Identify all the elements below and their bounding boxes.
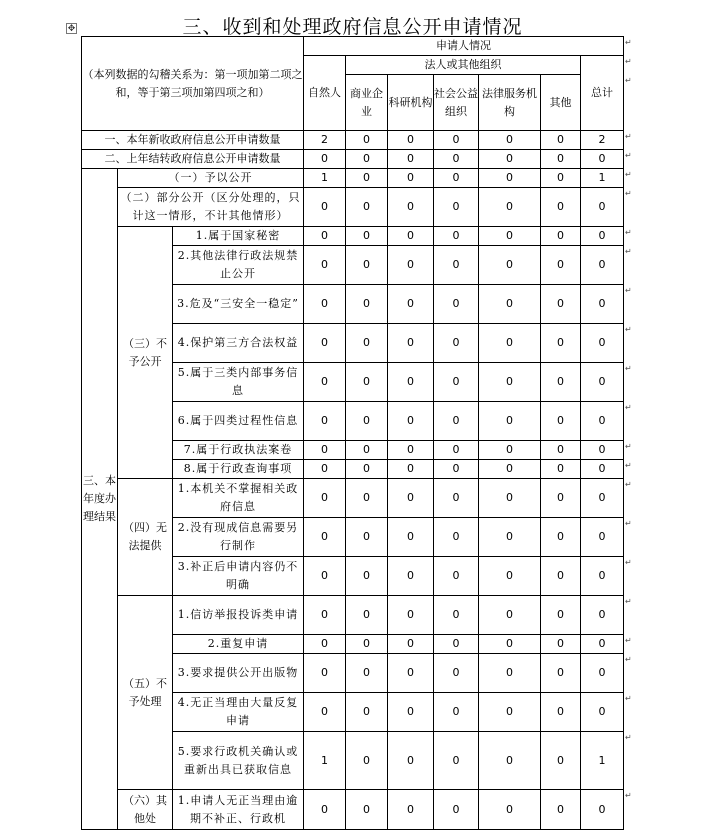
table-row <box>82 169 624 188</box>
paragraph-mark-icon: ↵ <box>625 57 632 66</box>
value-cell: 0 <box>388 557 434 596</box>
value-cell: 0 <box>388 324 434 363</box>
value-cell: 0 <box>304 479 346 518</box>
value-cell: 0 <box>581 227 624 246</box>
value-cell: 0 <box>346 402 388 441</box>
value-cell: 0 <box>434 363 479 402</box>
paragraph-mark-icon: ↵ <box>625 558 632 567</box>
reason-label: 5.要求行政机关确认或重新出具已获取信息 <box>173 732 304 790</box>
col-other: 其他 <box>541 75 581 131</box>
paragraph-mark-icon: ↵ <box>625 442 632 451</box>
value-cell: 1 <box>581 169 624 188</box>
value-cell: 0 <box>479 227 541 246</box>
value-cell: 0 <box>388 479 434 518</box>
reason-label: 3.危及“三安全一稳定” <box>173 285 304 324</box>
value-cell: 0 <box>434 635 479 654</box>
col-research: 科研机构 <box>388 75 434 131</box>
value-cell: 0 <box>304 518 346 557</box>
value-cell: 0 <box>581 693 624 732</box>
value-cell: 0 <box>581 188 624 227</box>
value-cell: 0 <box>581 596 624 635</box>
value-cell: 0 <box>581 479 624 518</box>
value-cell: 2 <box>304 131 346 150</box>
reason-label: 1.属于国家秘密 <box>173 227 304 246</box>
table-row <box>82 150 624 169</box>
value-cell: 0 <box>479 654 541 693</box>
col-total: 总计 <box>581 56 624 131</box>
value-cell: 0 <box>304 635 346 654</box>
value-cell: 0 <box>479 790 541 830</box>
value-cell: 0 <box>581 402 624 441</box>
reason-label: 2.重复申请 <box>173 635 304 654</box>
value-cell: 0 <box>434 479 479 518</box>
applicant-info-header: 申请人情况 <box>304 37 624 56</box>
value-cell: 0 <box>388 790 434 830</box>
reason-label: 4.无正当理由大量反复申请 <box>173 693 304 732</box>
value-cell: 0 <box>434 693 479 732</box>
reason-label: 3.要求提供公开出版物 <box>173 654 304 693</box>
value-cell: 0 <box>304 654 346 693</box>
paragraph-mark-icon: ↵ <box>625 247 632 256</box>
value-cell: 0 <box>304 363 346 402</box>
value-cell: 0 <box>346 654 388 693</box>
value-cell: 0 <box>434 188 479 227</box>
paragraph-mark-icon: ↵ <box>625 733 632 742</box>
reason-label: 4.保护第三方合法权益 <box>173 324 304 363</box>
value-cell: 0 <box>346 479 388 518</box>
value-cell: 0 <box>434 131 479 150</box>
value-cell: 0 <box>388 246 434 285</box>
value-cell: 0 <box>479 169 541 188</box>
value-cell: 0 <box>479 596 541 635</box>
value-cell: 0 <box>581 654 624 693</box>
reason-label: 6.属于四类过程性信息 <box>173 402 304 441</box>
not-processed-group-label: （五）不予处理 <box>118 596 173 790</box>
value-cell: 0 <box>541 518 581 557</box>
value-cell: 0 <box>346 518 388 557</box>
value-cell: 0 <box>479 131 541 150</box>
value-cell: 0 <box>304 285 346 324</box>
reason-label: 2.没有现成信息需要另行制作 <box>173 518 304 557</box>
reason-label: 7.属于行政执法案卷 <box>173 441 304 460</box>
table-row <box>82 227 624 246</box>
value-cell: 0 <box>581 790 624 830</box>
value-cell: 0 <box>346 246 388 285</box>
value-cell: 0 <box>388 169 434 188</box>
reason-label: 1.信访举报投诉类申请 <box>173 596 304 635</box>
value-cell: 0 <box>346 131 388 150</box>
value-cell: 0 <box>434 227 479 246</box>
paragraph-mark-icon: ↵ <box>625 655 632 664</box>
value-cell: 0 <box>581 460 624 479</box>
value-cell: 0 <box>388 460 434 479</box>
value-cell: 0 <box>346 693 388 732</box>
value-cell: 0 <box>346 227 388 246</box>
value-cell: 0 <box>388 441 434 460</box>
paragraph-mark-icon: ↵ <box>625 286 632 295</box>
value-cell: 0 <box>581 635 624 654</box>
value-cell: 0 <box>581 518 624 557</box>
value-cell: 0 <box>346 732 388 790</box>
legal-org-header: 法人或其他组织 <box>346 56 581 75</box>
value-cell: 0 <box>541 324 581 363</box>
value-cell: 0 <box>581 150 624 169</box>
paragraph-mark-icon: ↵ <box>625 325 632 334</box>
reason-label: 5.属于三类内部事务信息 <box>173 363 304 402</box>
value-cell: 0 <box>581 557 624 596</box>
paragraph-mark-icon: ↵ <box>625 519 632 528</box>
paragraph-mark-icon: ↵ <box>625 76 632 85</box>
value-cell: 0 <box>304 227 346 246</box>
reason-label: 2.其他法律行政法规禁止公开 <box>173 246 304 285</box>
value-cell: 0 <box>541 246 581 285</box>
value-cell: 0 <box>388 654 434 693</box>
value-cell: 0 <box>346 790 388 830</box>
value-cell: 0 <box>388 635 434 654</box>
paragraph-mark-icon: ↵ <box>625 480 632 489</box>
table-row <box>82 188 624 227</box>
table-move-handle-icon[interactable]: ✥ <box>67 24 76 34</box>
value-cell: 0 <box>581 285 624 324</box>
col-public-welfare: 社会公益组织 <box>434 75 479 131</box>
other-processing-group-label: （六）其他处 <box>118 790 173 830</box>
paragraph-mark-icon: ↵ <box>625 132 632 141</box>
value-cell: 0 <box>304 188 346 227</box>
carried-over-label: 二、上年结转政府信息公开申请数量 <box>82 150 304 169</box>
value-cell: 0 <box>346 596 388 635</box>
value-cell: 0 <box>479 324 541 363</box>
value-cell: 0 <box>581 363 624 402</box>
header-row <box>82 37 624 56</box>
value-cell: 0 <box>541 596 581 635</box>
reason-label: 8.属于行政查询事项 <box>173 460 304 479</box>
value-cell: 0 <box>479 460 541 479</box>
value-cell: 0 <box>388 363 434 402</box>
paragraph-mark-icon: ↵ <box>625 694 632 703</box>
value-cell: 0 <box>541 169 581 188</box>
value-cell: 0 <box>434 150 479 169</box>
value-cell: 0 <box>541 188 581 227</box>
value-cell: 0 <box>479 402 541 441</box>
reason-label: 3.补正后申请内容仍不明确 <box>173 557 304 596</box>
value-cell: 0 <box>346 150 388 169</box>
value-cell: 0 <box>304 441 346 460</box>
value-cell: 0 <box>434 596 479 635</box>
value-cell: 0 <box>479 150 541 169</box>
reason-label: 1.申请人无正当理由逾期不补正、行政机 <box>173 790 304 830</box>
value-cell: 0 <box>541 693 581 732</box>
paragraph-mark-icon: ↵ <box>625 791 632 800</box>
reason-label: 1.本机关不掌握相关政府信息 <box>173 479 304 518</box>
paragraph-mark-icon: ↵ <box>625 38 632 47</box>
value-cell: 0 <box>304 246 346 285</box>
section-three-label: 三、本年度办理结果 <box>82 169 118 830</box>
value-cell: 0 <box>479 732 541 790</box>
paragraph-mark-icon: ↵ <box>625 597 632 606</box>
value-cell: 0 <box>346 363 388 402</box>
value-cell: 0 <box>434 441 479 460</box>
paragraph-mark-icon: ↵ <box>625 364 632 373</box>
value-cell: 0 <box>434 654 479 693</box>
value-cell: 0 <box>304 596 346 635</box>
value-cell: 0 <box>479 518 541 557</box>
cannot-provide-group-label: （四）无法提供 <box>118 479 173 596</box>
value-cell: 0 <box>581 246 624 285</box>
value-cell: 0 <box>434 557 479 596</box>
value-cell: 0 <box>346 285 388 324</box>
value-cell: 0 <box>434 324 479 363</box>
value-cell: 0 <box>541 227 581 246</box>
value-cell: 0 <box>434 790 479 830</box>
partially-disclosed-label: （二）部分公开（区分处理的，只计这一情形，不计其他情形） <box>118 188 304 227</box>
value-cell: 0 <box>388 596 434 635</box>
value-cell: 0 <box>434 732 479 790</box>
value-cell: 0 <box>346 169 388 188</box>
page-title: 三、收到和处理政府信息公开申请情况 <box>182 16 523 38</box>
col-business: 商业企业 <box>346 75 388 131</box>
not-disclosed-group-label: （三）不予公开 <box>118 227 173 479</box>
value-cell: 0 <box>388 131 434 150</box>
paragraph-mark-icon: ↵ <box>625 151 632 160</box>
value-cell: 0 <box>304 324 346 363</box>
value-cell: 0 <box>388 518 434 557</box>
value-cell: 0 <box>541 732 581 790</box>
value-cell: 0 <box>541 654 581 693</box>
value-cell: 0 <box>581 441 624 460</box>
value-cell: 2 <box>581 131 624 150</box>
value-cell: 0 <box>541 557 581 596</box>
value-cell: 0 <box>304 460 346 479</box>
value-cell: 0 <box>479 363 541 402</box>
value-cell: 0 <box>479 441 541 460</box>
value-cell: 0 <box>434 169 479 188</box>
value-cell: 0 <box>541 460 581 479</box>
value-cell: 0 <box>346 460 388 479</box>
value-cell: 0 <box>346 635 388 654</box>
value-cell: 0 <box>346 557 388 596</box>
value-cell: 0 <box>388 732 434 790</box>
value-cell: 0 <box>346 188 388 227</box>
value-cell: 0 <box>388 693 434 732</box>
value-cell: 0 <box>388 188 434 227</box>
header-note-cell: （本列数据的勾稽关系为：第一项加第二项之和，等于第三项加第四项之和） <box>82 37 304 131</box>
value-cell: 0 <box>541 402 581 441</box>
value-cell: 0 <box>434 518 479 557</box>
table-row <box>82 131 624 150</box>
value-cell: 0 <box>479 557 541 596</box>
value-cell: 0 <box>304 693 346 732</box>
value-cell: 0 <box>388 150 434 169</box>
value-cell: 0 <box>479 285 541 324</box>
value-cell: 0 <box>541 479 581 518</box>
value-cell: 0 <box>388 227 434 246</box>
col-natural-person: 自然人 <box>304 56 346 131</box>
value-cell: 0 <box>541 635 581 654</box>
table-row <box>82 596 624 635</box>
value-cell: 0 <box>541 441 581 460</box>
value-cell: 0 <box>434 285 479 324</box>
value-cell: 0 <box>541 363 581 402</box>
value-cell: 0 <box>479 246 541 285</box>
paragraph-mark-icon: ↵ <box>625 189 632 198</box>
applications-table <box>81 36 624 830</box>
table-row <box>82 790 624 830</box>
value-cell: 0 <box>581 324 624 363</box>
value-cell: 0 <box>479 693 541 732</box>
value-cell: 0 <box>434 402 479 441</box>
value-cell: 0 <box>541 150 581 169</box>
paragraph-mark-icon: ↵ <box>625 228 632 237</box>
value-cell: 0 <box>346 441 388 460</box>
paragraph-mark-icon: ↵ <box>625 403 632 412</box>
value-cell: 0 <box>434 246 479 285</box>
value-cell: 0 <box>479 188 541 227</box>
value-cell: 0 <box>541 790 581 830</box>
value-cell: 1 <box>304 732 346 790</box>
value-cell: 0 <box>304 557 346 596</box>
paragraph-mark-icon: ↵ <box>625 461 632 470</box>
value-cell: 0 <box>541 285 581 324</box>
value-cell: 0 <box>304 790 346 830</box>
value-cell: 0 <box>304 402 346 441</box>
value-cell: 1 <box>304 169 346 188</box>
value-cell: 0 <box>479 479 541 518</box>
col-legal-service: 法律服务机构 <box>479 75 541 131</box>
disclosed-label: （一）予以公开 <box>118 169 304 188</box>
new-requests-label: 一、本年新收政府信息公开申请数量 <box>82 131 304 150</box>
value-cell: 0 <box>388 285 434 324</box>
value-cell: 0 <box>346 324 388 363</box>
value-cell: 0 <box>541 131 581 150</box>
paragraph-mark-icon: ↵ <box>625 170 632 179</box>
value-cell: 0 <box>479 635 541 654</box>
value-cell: 0 <box>388 402 434 441</box>
value-cell: 0 <box>434 460 479 479</box>
value-cell: 1 <box>581 732 624 790</box>
value-cell: 0 <box>304 150 346 169</box>
paragraph-mark-icon: ↵ <box>625 636 632 645</box>
table-row <box>82 479 624 518</box>
